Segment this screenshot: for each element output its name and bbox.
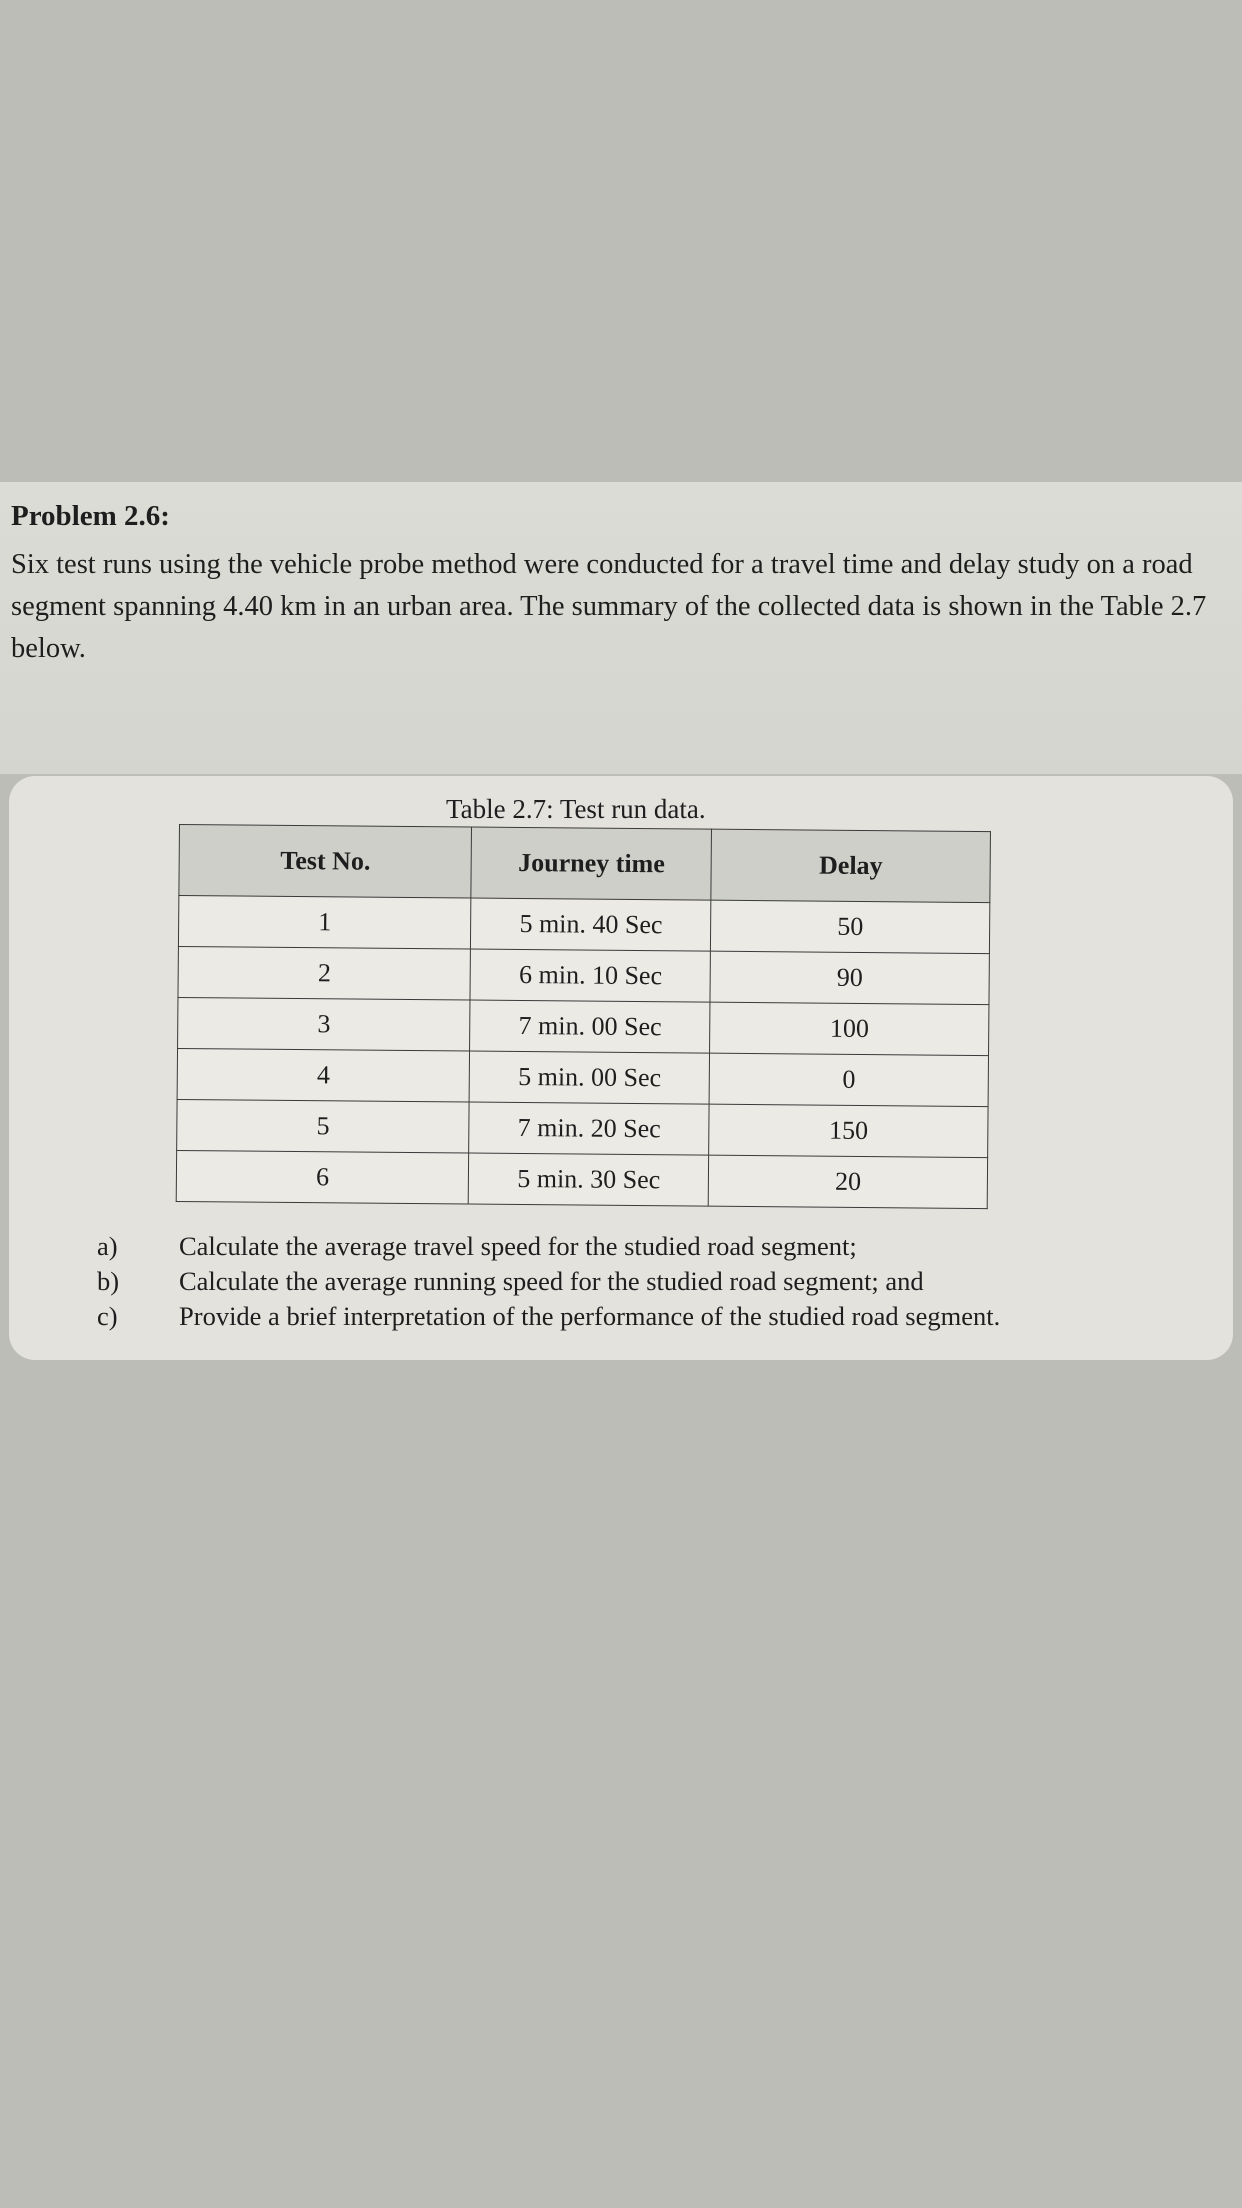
cell-test-no: 5 (177, 1099, 470, 1153)
cell-delay: 20 (709, 1155, 988, 1208)
cell-delay: 50 (711, 900, 990, 953)
header-journey-time: Journey time (471, 827, 712, 900)
question-letter: a) (97, 1231, 118, 1261)
list-item (97, 1264, 1000, 1299)
problem-statement-card (0, 482, 1242, 774)
question-list (97, 1229, 1000, 1334)
question-text: Provide a brief interpretation of the performance of the studied road segment. (179, 1301, 1001, 1331)
table-row (178, 997, 989, 1055)
table-card (9, 776, 1233, 1360)
cell-delay: 100 (710, 1002, 989, 1055)
cell-test-no: 6 (176, 1150, 469, 1204)
header-delay: Delay (711, 829, 990, 902)
list-item (97, 1229, 1000, 1264)
cell-journey-time: 5 min. 40 Sec (471, 898, 711, 951)
cell-journey-time: 5 min. 30 Sec (469, 1153, 709, 1206)
cell-delay: 150 (709, 1104, 988, 1157)
table-caption: Table 2.7: Test run data. (446, 794, 706, 824)
list-item (97, 1299, 1000, 1334)
cell-test-no: 3 (178, 997, 471, 1051)
question-letter: c) (97, 1301, 118, 1331)
problem-text: Six test runs using the vehicle probe method were conducted for a travel time and delay study on a road segment spanning 4.40 km in an urban area. The summary of the collected data is shown in the Table 2.7 below. (11, 549, 1207, 664)
cell-journey-time: 6 min. 10 Sec (470, 949, 710, 1002)
table-header-row (179, 825, 991, 903)
problem-title: Problem 2.6: (11, 500, 170, 532)
cell-delay: 90 (710, 951, 989, 1004)
cell-journey-time: 5 min. 00 Sec (469, 1051, 709, 1104)
table-row (178, 946, 989, 1004)
test-run-table (176, 824, 991, 1209)
table-row (176, 1150, 987, 1208)
question-letter: b) (97, 1266, 120, 1296)
cell-test-no: 1 (178, 896, 471, 950)
table-row (177, 1099, 988, 1157)
cell-journey-time: 7 min. 00 Sec (470, 1000, 710, 1053)
cell-journey-time: 7 min. 20 Sec (469, 1102, 709, 1155)
question-text: Calculate the average travel speed for the studied road segment; (179, 1231, 857, 1261)
table-row (178, 896, 989, 954)
header-test-no: Test No. (179, 825, 472, 899)
table-row (177, 1048, 988, 1106)
cell-test-no: 2 (178, 946, 471, 1000)
question-text: Calculate the average running speed for the studied road segment; and (179, 1266, 924, 1296)
cell-delay: 0 (709, 1053, 988, 1106)
cell-test-no: 4 (177, 1048, 470, 1102)
